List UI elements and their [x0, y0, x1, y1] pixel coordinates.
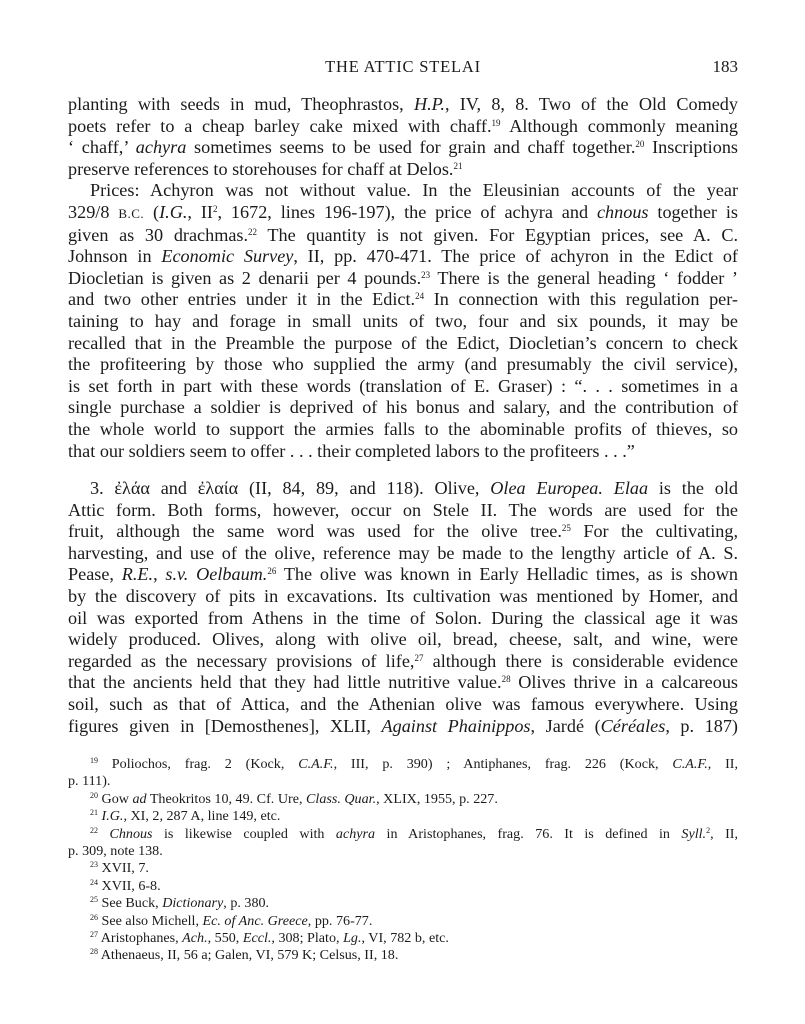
text-line: is set forth in part with these words (translation of E. Graser) : “. . . sometimes in a: [68, 375, 738, 396]
footnotes: [68, 756, 738, 965]
text-line: widely produced. Olives, along with olive oil, bread, cheese, salt, and wine, were: [68, 629, 738, 650]
text-run: , 1672, lines 196-197), the price of achyra and: [217, 201, 597, 222]
text-line: harvesting, and use of the olive, reference may be made to the lengthy article of A. S.: [68, 542, 738, 563]
edition-superscript: 2: [706, 825, 711, 835]
text-run: There is the general heading ‘ fodder ’: [430, 267, 738, 288]
footnote-line: [68, 913, 738, 930]
text-run: , II,: [710, 825, 738, 842]
text-run: , pp. 76-77.: [307, 912, 373, 929]
text-run: 329/8: [68, 201, 119, 222]
footnote-line: [68, 895, 738, 912]
text-run: [603, 478, 614, 498]
text-line: [68, 159, 738, 181]
citation: I.G.: [101, 808, 124, 825]
text-line: [68, 202, 738, 225]
footnote-20: [68, 791, 738, 808]
text-run: planting with seeds in mud, Theophrastos,: [68, 94, 414, 114]
text-run: that the ancients held that they had little nutritive value.: [68, 672, 502, 693]
era-abbreviation: B.C.: [118, 205, 145, 221]
citation: Syll.: [681, 825, 707, 842]
text-line: [68, 289, 738, 311]
text-run: Diocletian is given as 2 denarii per 4 pounds.: [68, 267, 422, 288]
text-run: and two other entries under it in the Edict.: [68, 289, 416, 310]
text-run: , Jardé (: [530, 715, 601, 736]
text-line: [68, 268, 738, 290]
text-run: preserve references to storehouses for chaff at Delos.: [68, 158, 454, 179]
species-name: Olea Europea.: [490, 478, 603, 499]
footnote-number: 21: [90, 808, 98, 818]
text-run: , II,: [707, 756, 738, 772]
text-line: the profiteering by those who supplied the army (and presumably the civil service),: [68, 354, 738, 375]
text-run: Gow: [98, 790, 133, 807]
term: ad: [132, 790, 147, 807]
text-run: sometimes seems to be used for grain and chaff together.: [186, 137, 636, 158]
text-run: XVII, 7.: [98, 860, 149, 877]
paragraph-prices: [68, 180, 738, 462]
footnote-ref[interactable]: 25: [561, 523, 571, 534]
footnote-21: [68, 808, 738, 825]
footnote-25: [68, 895, 738, 912]
text-line: [68, 94, 738, 116]
text-run: The quantity is not given. For Egyptian prices, see A. C.: [257, 224, 738, 245]
footnote-22: [68, 826, 738, 861]
term: Chnous: [109, 825, 153, 842]
text-line: [68, 137, 738, 159]
footnote-number: 22: [90, 825, 98, 835]
text-line: [68, 521, 738, 543]
text-run: figures given in [Demosthenes], XLII,: [68, 715, 382, 736]
text-line: soil, such as that of Attica, and the Athenian olive was famous everywhere. Using: [68, 694, 738, 715]
footnote-number: 23: [90, 860, 98, 870]
text-run: Olives thrive in a calcareous: [510, 672, 738, 693]
footnote-line: p. 111).: [68, 773, 111, 790]
text-run: 3. ἐλάα and ἐλαία (II, 84, 89, and 118). Olive,: [90, 478, 491, 499]
text-run: Johnson in: [68, 246, 162, 267]
paragraph-olive: [68, 478, 738, 737]
text-line: that our soldiers seem to offer . . . their completed labors to the profiteers . . .”: [68, 440, 635, 461]
citation: C.A.F.: [672, 756, 708, 772]
footnote-ref[interactable]: 24: [415, 291, 425, 302]
text-run: , XI, 2, 287 A, line 149, etc.: [123, 808, 281, 825]
text-run: in Aristophanes, frag. 76. It is defined in: [375, 825, 682, 842]
citation: Economic Survey: [161, 246, 294, 267]
text-run: fruit, although the same word was used for the olive tree.: [68, 521, 562, 542]
text-run: regarded as the necessary provisions of life,: [68, 650, 415, 671]
citation: C.A.F.: [298, 756, 334, 772]
footnote-number: 28: [90, 947, 98, 957]
running-title: THE ATTIC STELAI: [325, 57, 481, 76]
text-line: [68, 478, 738, 500]
citation: Lg.: [343, 930, 362, 947]
footnote-19: [68, 756, 738, 791]
text-line: Attic form. Both forms, however, occur on Stele II. The words are used for the: [68, 499, 738, 520]
citation: H.P.: [413, 94, 445, 114]
paragraph-planting: [68, 94, 738, 180]
page-number: 183: [712, 57, 738, 76]
footnote-ref[interactable]: 26: [267, 566, 277, 577]
text-run: , p. 380.: [223, 895, 270, 912]
term: achyra: [135, 137, 187, 158]
text-run: although there is considerable evidence: [423, 650, 738, 671]
text-run: Inscriptions: [644, 137, 738, 158]
citation: I.G.: [159, 201, 188, 222]
text-line: by the discovery of pits in excavations. Its cultivation was mentioned by Homer, and: [68, 586, 738, 607]
text-run: poets refer to a cheap barley cake mixed with chaff.: [68, 115, 492, 136]
footnote-line: [68, 947, 738, 964]
citation: Class. Quar.: [306, 790, 377, 807]
footnote-27: [68, 930, 738, 947]
body-text: [68, 94, 738, 737]
text-run: , II, pp. 470-471. The price of achyron in the Edict of: [293, 246, 738, 267]
footnote-number: 25: [90, 895, 98, 905]
text-line: [68, 651, 738, 673]
text-run: , III, p. 390) ; Antiphanes, frag. 226 (Kock,: [333, 756, 673, 772]
text-run: , 308; Plato,: [271, 930, 344, 947]
text-line: the whole world to support the armies falls to the abominable profits of thieves, so: [68, 418, 738, 439]
text-line: [68, 672, 738, 694]
footnote-line: [68, 808, 738, 825]
footnote-ref[interactable]: 22: [248, 226, 258, 237]
text-run: , II: [187, 201, 213, 222]
text-line: taining to hay and forage in small units of two, four and six pounds, it may be: [68, 310, 738, 331]
text-line: [68, 225, 738, 247]
footnote-line: [68, 756, 738, 773]
citation: Eccl.: [242, 930, 272, 947]
text-line: [68, 716, 738, 738]
text-run: together is: [648, 201, 738, 222]
footnote-ref[interactable]: 21: [453, 160, 463, 171]
text-line: [68, 564, 738, 586]
text-run: [188, 564, 196, 584]
text-line: Prices: Achyron was not without value. In the Eleusinian accounts of the year: [90, 180, 738, 201]
text-run: , 550,: [207, 930, 243, 947]
term: chnous: [596, 201, 649, 222]
footnote-ref[interactable]: 28: [501, 674, 511, 685]
text-run: is likewise coupled with: [152, 825, 336, 842]
text-run: In connection with this regulation per-: [424, 289, 738, 310]
footnote-line: [68, 826, 738, 843]
term: Elaa: [613, 478, 649, 499]
citation: Ach.: [182, 930, 208, 947]
footnote-23: [68, 860, 738, 877]
text-run: Athenaeus, II, 56 a; Galen, VI, 579 K; Celsus, II, 18.: [98, 947, 399, 964]
text-line: recalled that in the Preamble the purpose of the Edict, Diocletian’s concern to check: [68, 332, 738, 353]
citation: Ec. of Anc. Greece: [202, 912, 308, 929]
text-run: (: [144, 201, 160, 222]
footnote-24: [68, 878, 738, 895]
citation: s.v.: [165, 564, 189, 585]
citation: Dictionary: [162, 895, 224, 912]
footnote-number: 26: [90, 912, 98, 922]
text-run: Theokritos 10, 49. Cf. Ure,: [146, 790, 306, 807]
text-run: ‘ chaff,’: [68, 137, 136, 158]
text-run: given as 30 drachmas.: [68, 224, 249, 245]
citation: R.E.: [121, 564, 154, 585]
text-run: Although commonly meaning: [500, 115, 738, 136]
text-run: Aristophanes,: [98, 930, 183, 947]
footnote-line: p. 309, note 138.: [68, 843, 163, 860]
term: achyra: [335, 825, 376, 842]
edition-superscript: 2: [212, 203, 218, 214]
text-line: oil was exported from Athens in the time of Solon. During the classical age it was: [68, 607, 738, 628]
footnote-number: 20: [90, 790, 98, 800]
footnote-line: [68, 860, 738, 877]
footnote-line: [68, 878, 738, 895]
citation: Against Phainippos: [381, 715, 531, 736]
text-run: See Buck,: [98, 895, 163, 912]
running-head: [68, 57, 738, 81]
footnote-26: [68, 913, 738, 930]
text-run: The olive was known in Early Helladic times, as is shown: [276, 564, 738, 585]
text-run: For the cultivating,: [570, 521, 738, 542]
footnote-28: [68, 947, 738, 964]
text-run: , XLIX, 1955, p. 227.: [376, 790, 498, 807]
text-run: , p. 187): [665, 715, 738, 736]
footnote-number: 24: [90, 877, 98, 887]
text-run: is the old: [648, 478, 739, 499]
text-run: [98, 826, 109, 842]
footnote-line: [68, 791, 738, 808]
text-run: , IV, 8, 8. Two of the Old Comedy: [444, 94, 738, 114]
text-line: [68, 246, 738, 268]
footnote-line: [68, 930, 738, 947]
footnote-number: 27: [90, 930, 98, 940]
footnote-number: 19: [90, 756, 98, 765]
text-run: Pease,: [68, 564, 122, 585]
text-run: See also Michell,: [98, 912, 203, 929]
citation: Céréales: [600, 715, 666, 736]
text-run: XVII, 6-8.: [98, 877, 161, 894]
footnote-ref[interactable]: 27: [414, 652, 424, 663]
text-run: , VI, 782 b, etc.: [361, 930, 449, 947]
text-line: [68, 116, 738, 138]
footnote-ref[interactable]: 19: [491, 117, 501, 128]
citation: Oelbaum.: [196, 564, 268, 585]
section-spacer: [68, 462, 738, 478]
footnote-ref[interactable]: 23: [421, 269, 431, 280]
text-line: single purchase a soldier is deprived of his bonus and salary, and the contribution of: [68, 397, 738, 418]
text-run: Poliochos, frag. 2 (Kock,: [98, 756, 299, 772]
text-run: ,: [153, 564, 166, 585]
footnote-ref[interactable]: 20: [635, 139, 645, 150]
